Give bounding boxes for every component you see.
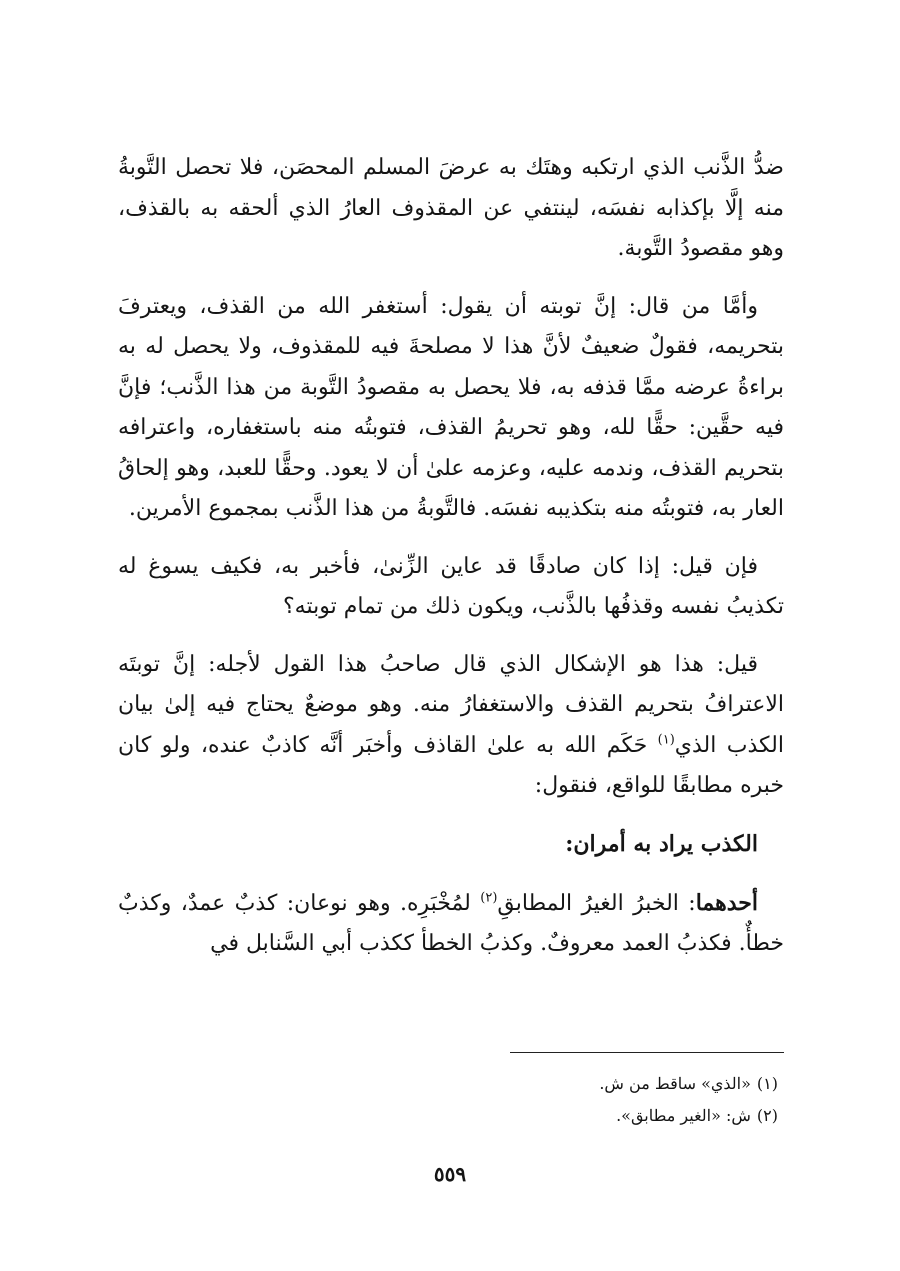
paragraph-6-text-a: : الخبرُ الغيرُ المطابقِ bbox=[497, 890, 696, 916]
paragraph-6-text-b: لمُخْبَرِه. وهو نوعان: كذبٌ عمدٌ، وكذبٌ خطأٌ. فكذبُ العمد معروفٌ. وكذبُ الخطأ ككذب أبي السَّنابل في bbox=[118, 890, 784, 956]
paragraph-4-text-b: حَكَم الله به علىٰ القاذف وأخبَر أنَّه كاذبٌ عنده، ولو كان خبره مطابقًا للواقع، فنقول: bbox=[118, 732, 784, 798]
footnote-2-text: ش: «الغير مطابق». bbox=[616, 1106, 751, 1125]
paragraph-4 bbox=[118, 645, 784, 807]
main-text bbox=[118, 148, 784, 982]
paragraph-1: ضدُّ الذَّنب الذي ارتكبه وهتَك به عرضَ المسلم المحصَن، فلا تحصل التَّوبةُ منه إلَّا بإكذابه نفسَه، لينتفي عن المقذوف العارُ الذي ألحقه به بالقذف، وهو مقصودُ التَّوبة. bbox=[118, 155, 784, 261]
paragraph-2: وأمَّا من قال: إنَّ توبته أن يقول: أستغفر الله من القذف، ويعترفَ بتحريمه، فقولٌ ضعيفٌ لأنَّ هذا لا مصلحةَ فيه للمقذوف، ولا يحصل له به براءةُ عرضه ممَّا قذفه به، فلا يحصل به مقصودُ التَّوبة من هذا الذَّنب؛ فإنَّ فيه حقَّين: حقًّا لله، وهو تحريمُ القذف، فتوبتُه منه باستغفاره، واعترافه بتحريم القذف، وندمه عليه، وعزمه علىٰ أن لا يعود. وحقًّا للعبد، وهو إلحاقُ العار به، فتوبتُه منه بتكذيبه نفسَه. فالتَّوبةُ من هذا الذَّنب بمجموع الأمرين. bbox=[118, 293, 784, 521]
section-heading: الكذب يراد به أمران: bbox=[565, 830, 758, 857]
footnote-2 bbox=[118, 1100, 778, 1132]
footnote-1-text: «الذي» ساقط من ش. bbox=[599, 1074, 751, 1093]
paragraph-3: فإن قيل: إذا كان صادقًا قد عاين الزِّنىٰ، فأخبر به، فكيف يسوغ له تكذيبُ نفسه وقذفُها بالذَّنب، ويكون ذلك من تمام توبته؟ bbox=[118, 553, 784, 619]
paragraph-4-text-a: قيل: هذا هو الإشكال الذي قال صاحبُ هذا القول لأجله: إنَّ توبتَه الاعترافُ بتحريم القذف والاستغفارُ منه. وهو موضعٌ يحتاج فيه إلىٰ بيان الكذب الذي bbox=[118, 651, 784, 758]
page-number: ٥٥٩ bbox=[433, 1162, 467, 1186]
footnote-1 bbox=[118, 1068, 778, 1100]
paragraph-6 bbox=[118, 883, 784, 965]
footnote-divider bbox=[510, 1052, 784, 1053]
footnote-ref-2[interactable]: (٢) bbox=[480, 890, 498, 906]
footnote-2-number: (٢) bbox=[756, 1106, 778, 1125]
footnotes bbox=[118, 1068, 778, 1132]
footnote-ref-1[interactable]: (١) bbox=[657, 732, 675, 748]
paragraph-6-lead: أحدهما bbox=[695, 889, 758, 916]
footnote-1-number: (١) bbox=[756, 1074, 778, 1093]
